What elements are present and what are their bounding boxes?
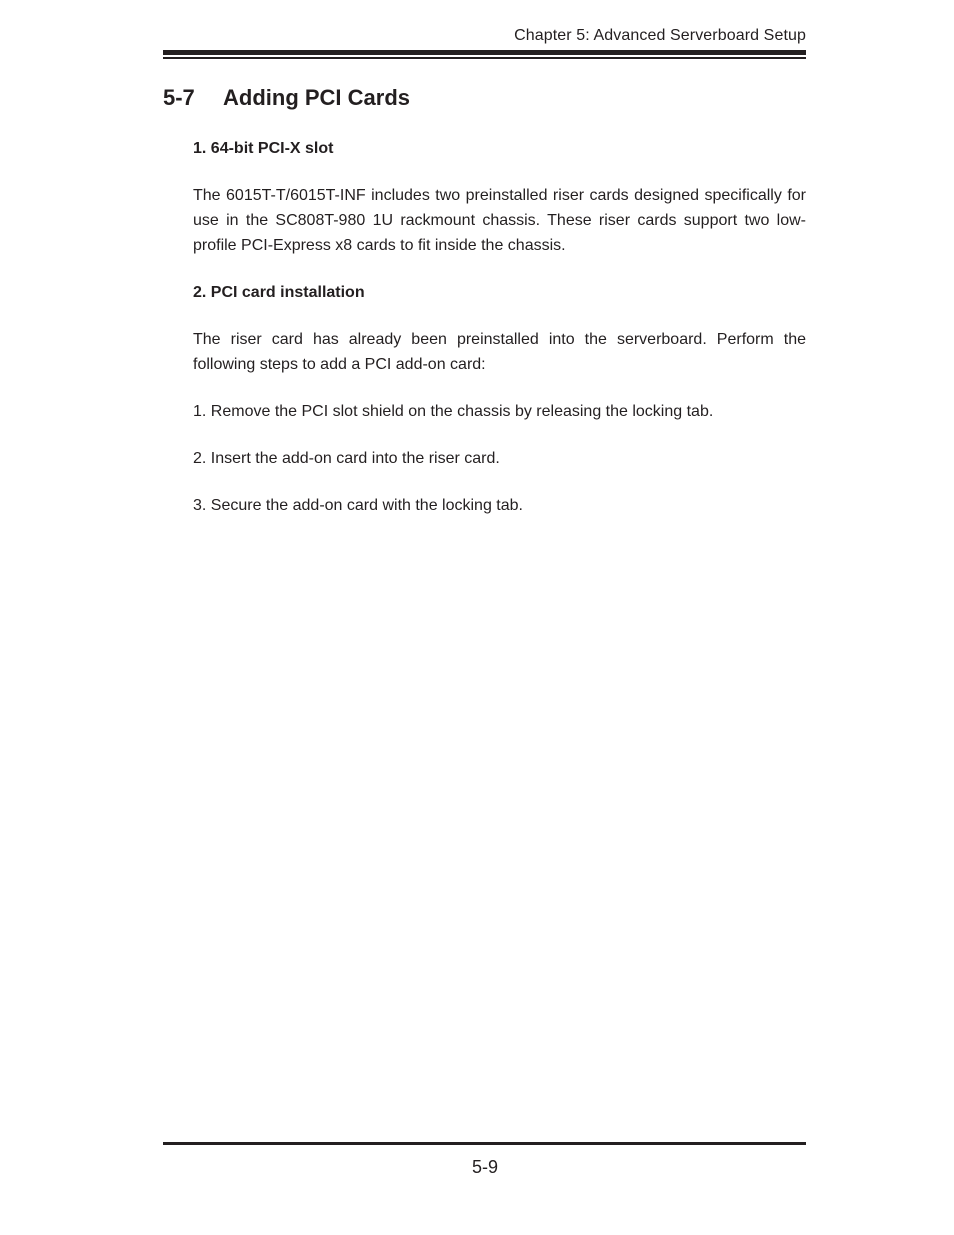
paragraph-riser-cards: The 6015T-T/6015T-INF includes two preinstalled riser cards designed specifically for use in the SC808T-980 1U rackmount chassis. These riser cards support two low-profile PCI-Express x8 cards to fit inside the chassis. — [193, 187, 806, 254]
step-item: 1. Remove the PCI slot shield on the chassis by releasing the locking tab. — [193, 403, 714, 420]
subheading-pci-x-slot: 1. 64-bit PCI-X slot — [193, 140, 334, 157]
footer-rule — [163, 1142, 806, 1145]
paragraph-installation-intro: The riser card has already been preinstalled into the serverboard. Perform the following steps to add a PCI add-on card: — [193, 331, 806, 373]
section-title — [163, 84, 410, 112]
header-rule — [163, 50, 806, 55]
section-number: 5-7 — [163, 85, 195, 110]
section-title-text: Adding PCI Cards — [223, 85, 411, 110]
running-header: Chapter 5: Advanced Serverboard Setup — [514, 27, 806, 44]
page-number: 5-9 — [471, 1157, 498, 1177]
page-content — [193, 136, 806, 540]
step-item: 2. Insert the add-on card into the riser card. — [193, 450, 500, 467]
subheading-pci-card-installation: 2. PCI card installation — [193, 284, 365, 301]
step-item: 3. Secure the add-on card with the locking tab. — [193, 497, 523, 514]
header-rule-thin — [163, 57, 806, 59]
